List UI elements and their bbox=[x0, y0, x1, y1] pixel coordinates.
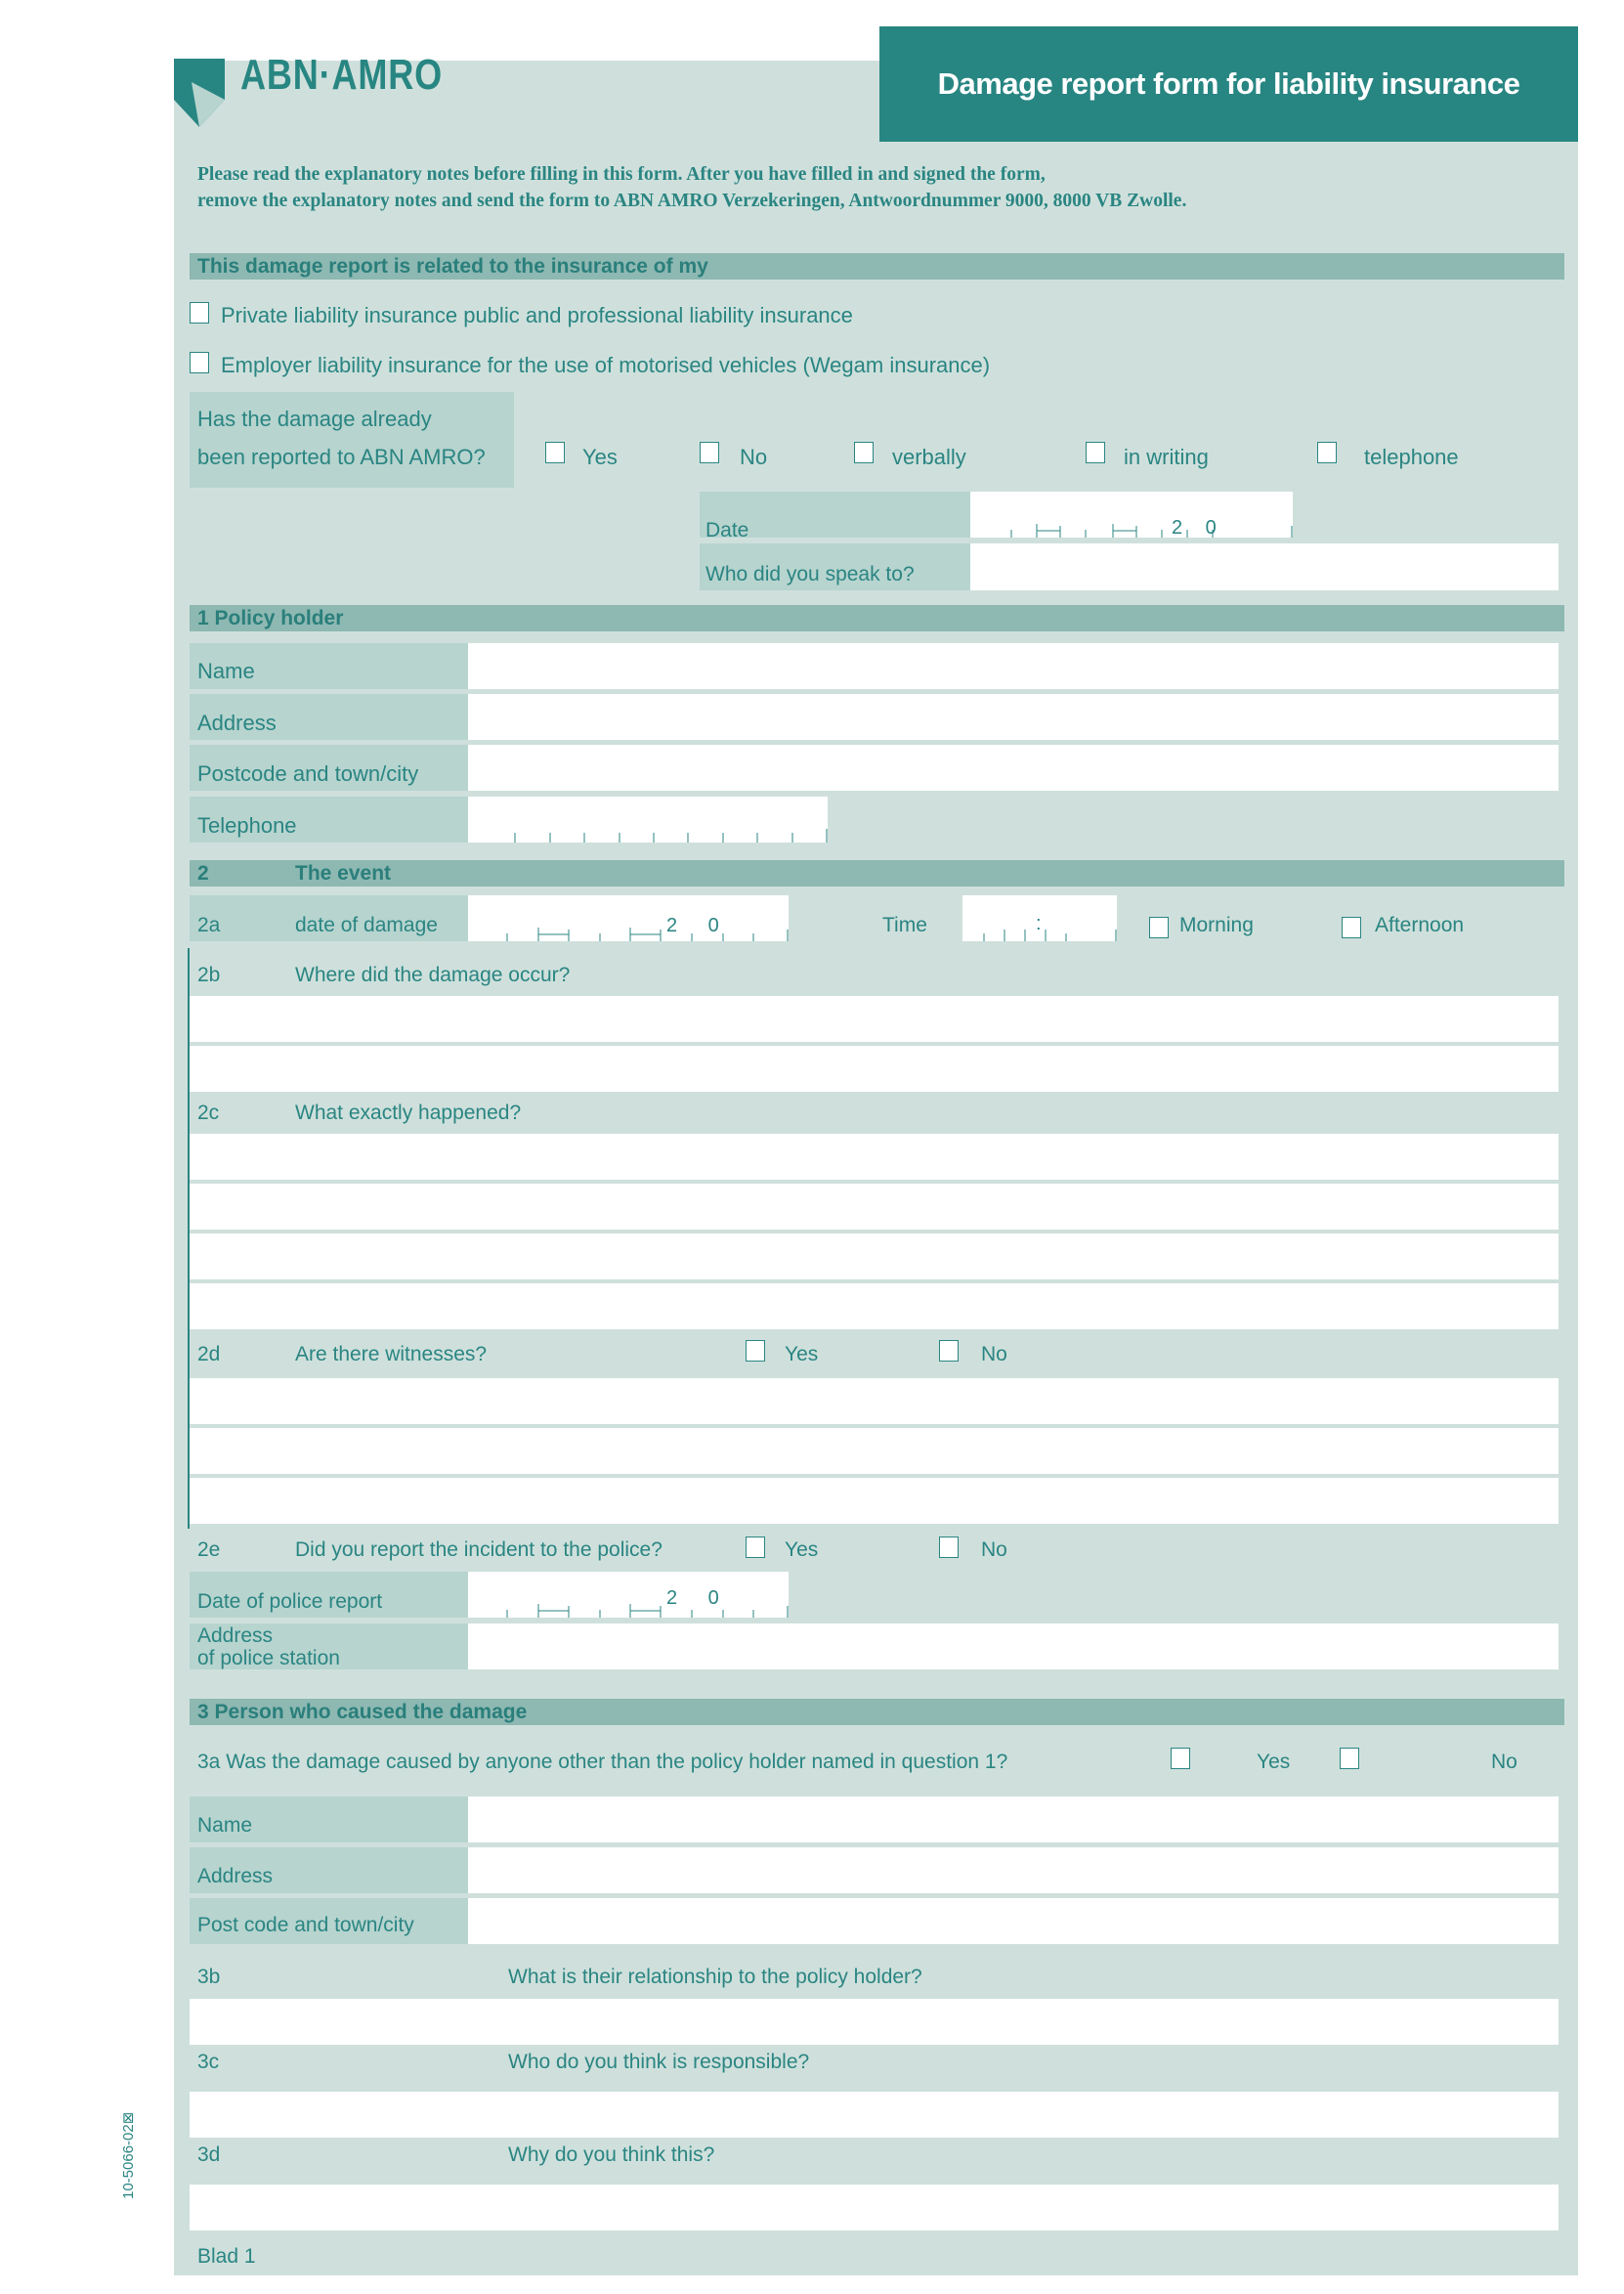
police-address-field[interactable] bbox=[468, 1623, 1559, 1669]
police-no-label: No bbox=[981, 1538, 1007, 1561]
reported-date-label: Date bbox=[705, 519, 749, 541]
police-yes-label: Yes bbox=[785, 1538, 819, 1561]
p3-postcode-label: Post code and town/city bbox=[197, 1914, 414, 1936]
time-label: Time bbox=[882, 914, 927, 936]
morning-label: Morning bbox=[1179, 914, 1254, 936]
reported-verbally-label: verbally bbox=[892, 445, 966, 469]
police-date-label: Date of police report bbox=[197, 1590, 383, 1613]
witnesses-no-label: No bbox=[981, 1343, 1007, 1365]
p3-address-field[interactable] bbox=[468, 1847, 1559, 1893]
ph-name-label: Name bbox=[197, 659, 255, 683]
reported-yes-label: Yes bbox=[582, 445, 618, 469]
ph-postcode-label: Postcode and town/city bbox=[197, 761, 419, 786]
time-separator: : bbox=[1036, 913, 1042, 934]
q2d-num: 2d bbox=[197, 1343, 221, 1365]
policy-holder-heading: 1 Policy holder bbox=[190, 605, 1564, 631]
reported-telephone-label: telephone bbox=[1364, 445, 1459, 469]
q2a-num: 2a bbox=[197, 914, 221, 936]
ph-postcode-field[interactable] bbox=[468, 745, 1559, 791]
police-address-label-line-2: of police station bbox=[197, 1647, 340, 1669]
damage-date-field[interactable] bbox=[468, 895, 789, 941]
damage-location-line-1[interactable] bbox=[190, 996, 1559, 1042]
p3-address-label: Address bbox=[197, 1865, 274, 1887]
q2b-label: Where did the damage occur? bbox=[295, 964, 571, 986]
reason-field[interactable] bbox=[190, 2185, 1559, 2230]
other-person-yes-checkbox[interactable] bbox=[1171, 1748, 1190, 1769]
police-address-label bbox=[197, 1624, 340, 1669]
intro-text bbox=[197, 161, 1186, 214]
q2b-num: 2b bbox=[197, 964, 221, 986]
damage-location-line-2[interactable] bbox=[190, 1046, 1559, 1092]
date-tick-marks bbox=[970, 524, 1293, 538]
q2c-label: What exactly happened? bbox=[295, 1102, 522, 1124]
ph-name-field[interactable] bbox=[468, 643, 1559, 689]
afternoon-label: Afternoon bbox=[1375, 914, 1465, 936]
witnesses-line-3[interactable] bbox=[190, 1478, 1559, 1524]
ph-address-field[interactable] bbox=[468, 694, 1559, 740]
ph-address-label: Address bbox=[197, 711, 277, 735]
form-code-value: 10-5066-02 bbox=[120, 2124, 137, 2199]
q3b-num: 3b bbox=[197, 1966, 221, 1988]
police-no-checkbox[interactable] bbox=[939, 1537, 959, 1558]
event-heading-num: 2 bbox=[197, 862, 209, 885]
private-liability-label: Private liability insurance public and professional liability insurance bbox=[221, 303, 853, 327]
telephone-tick-marks bbox=[468, 829, 828, 843]
q2a-label: date of damage bbox=[295, 914, 438, 936]
private-liability-checkbox[interactable] bbox=[190, 302, 209, 324]
reported-no-label: No bbox=[740, 445, 768, 469]
witnesses-yes-label: Yes bbox=[785, 1343, 819, 1365]
who-spoke-field[interactable] bbox=[970, 543, 1559, 590]
q2e-label: Did you report the incident to the police? bbox=[295, 1538, 662, 1561]
q2e-num: 2e bbox=[197, 1538, 221, 1561]
reported-yes-checkbox[interactable] bbox=[545, 442, 565, 463]
p3-name-label: Name bbox=[197, 1814, 253, 1837]
form-code bbox=[115, 2092, 141, 2199]
q3b-label: What is their relationship to the policy holder? bbox=[508, 1966, 922, 1988]
intro-line-1: Please read the explanatory notes before filling in this form. After you have filled in and signed the form, bbox=[197, 164, 1046, 185]
logo-text: ABN·AMRO bbox=[240, 51, 443, 99]
witnesses-line-2[interactable] bbox=[190, 1428, 1559, 1474]
witnesses-no-checkbox[interactable] bbox=[939, 1340, 959, 1362]
reported-question-line-1: Has the damage already bbox=[197, 407, 432, 431]
p3-name-field[interactable] bbox=[468, 1796, 1559, 1842]
what-happened-line-3[interactable] bbox=[190, 1234, 1559, 1279]
q3c-num: 3c bbox=[197, 2051, 220, 2073]
abn-amro-shield-icon bbox=[174, 59, 225, 127]
police-address-label-line-1: Address bbox=[197, 1624, 274, 1647]
ph-telephone-field[interactable] bbox=[468, 797, 828, 843]
relationship-field[interactable] bbox=[190, 1999, 1559, 2045]
reported-no-checkbox[interactable] bbox=[700, 442, 719, 463]
other-person-no-label: No bbox=[1491, 1751, 1517, 1773]
other-person-yes-label: Yes bbox=[1257, 1751, 1291, 1773]
damage-time-field[interactable] bbox=[962, 895, 1117, 941]
what-happened-line-2[interactable] bbox=[190, 1184, 1559, 1230]
witnesses-line-1[interactable] bbox=[190, 1378, 1559, 1424]
other-person-no-checkbox[interactable] bbox=[1340, 1748, 1359, 1769]
police-date-field[interactable] bbox=[468, 1572, 789, 1618]
who-spoke-label: Who did you speak to? bbox=[705, 563, 915, 585]
morning-checkbox[interactable] bbox=[1149, 917, 1169, 938]
reported-date-field[interactable] bbox=[970, 492, 1293, 538]
intro-line-2: remove the explanatory notes and send the form to ABN AMRO Verzekeringen, Antwoordnummer 9000, 8000 VB Zwolle. bbox=[197, 191, 1187, 211]
q2c-num: 2c bbox=[197, 1102, 220, 1124]
event-heading-label: The event bbox=[295, 862, 392, 885]
event-heading bbox=[190, 860, 1564, 887]
q3c-label: Who do you think is responsible? bbox=[508, 2051, 810, 2073]
form-code-text: 10-5066-02⊠ bbox=[120, 2111, 137, 2199]
damage-date-tick-marks bbox=[468, 928, 789, 941]
q3a-label: 3a Was the damage caused by anyone other than the policy holder named in question 1? bbox=[197, 1751, 1008, 1773]
employer-liability-label: Employer liability insurance for the use of motorised vehicles (Wegam insurance) bbox=[221, 353, 991, 377]
afternoon-checkbox[interactable] bbox=[1342, 917, 1361, 938]
police-date-tick-marks bbox=[468, 1604, 789, 1618]
police-yes-checkbox[interactable] bbox=[746, 1537, 765, 1558]
person-caused-heading: 3 Person who caused the damage bbox=[190, 1699, 1564, 1725]
reported-verbally-checkbox[interactable] bbox=[854, 442, 874, 463]
ph-telephone-label: Telephone bbox=[197, 813, 297, 838]
reported-in-writing-checkbox[interactable] bbox=[1086, 442, 1105, 463]
p3-postcode-field[interactable] bbox=[468, 1898, 1559, 1944]
q2d-label: Are there witnesses? bbox=[295, 1343, 488, 1365]
police-date-century: 2 0 bbox=[666, 1587, 732, 1609]
what-happened-line-4[interactable] bbox=[190, 1283, 1559, 1329]
what-happened-line-1[interactable] bbox=[190, 1134, 1559, 1180]
insurance-type-heading: This damage report is related to the insurance of my bbox=[190, 253, 1564, 280]
reported-telephone-checkbox[interactable] bbox=[1317, 442, 1337, 463]
q3d-label: Why do you think this? bbox=[508, 2143, 715, 2166]
employer-liability-checkbox[interactable] bbox=[190, 352, 209, 373]
q3d-num: 3d bbox=[197, 2143, 221, 2166]
reported-date-century: 2 0 bbox=[1172, 517, 1225, 539]
responsible-field[interactable] bbox=[190, 2092, 1559, 2138]
reported-in-writing-label: in writing bbox=[1124, 445, 1209, 469]
page-number: Blad 1 bbox=[197, 2245, 256, 2268]
form-title: Damage report form for liability insurance bbox=[879, 26, 1578, 142]
damage-date-century: 2 0 bbox=[666, 915, 732, 936]
reported-question-line-2: been reported to ABN AMRO? bbox=[197, 445, 486, 469]
witnesses-yes-checkbox[interactable] bbox=[746, 1340, 765, 1362]
